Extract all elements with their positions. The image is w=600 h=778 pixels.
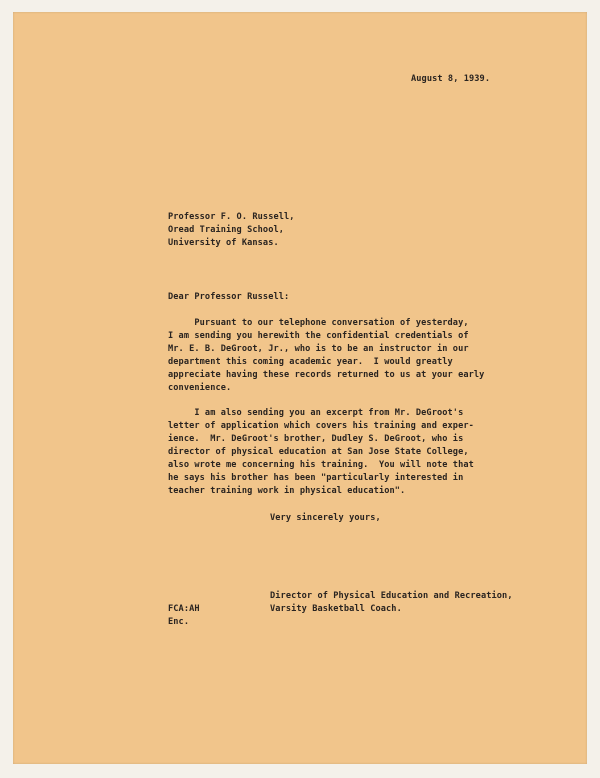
closing: Very sincerely yours, — [270, 513, 381, 523]
salutation: Dear Professor Russell: — [168, 292, 290, 302]
paragraph1-line-2: I am sending you herewith the confidential credentials of — [168, 331, 469, 341]
recipient-line-3: University of Kansas. — [168, 238, 279, 248]
recipient-line-2: Oread Training School, — [168, 225, 285, 235]
paragraph2-line-7: teacher training work in physical education". — [168, 486, 406, 496]
paragraph2-line-2: letter of application which covers his training and exper- — [168, 421, 474, 431]
letter-page — [13, 12, 587, 764]
letter-date: August 8, 1939. — [411, 74, 491, 84]
paragraph2-line-4: director of physical education at San Jose State College, — [168, 447, 469, 457]
paragraph2-line-1: I am also sending you an excerpt from Mr. DeGroot's — [168, 408, 464, 418]
paragraph2-line-6: he says his brother has been "particularly interested in — [168, 473, 464, 483]
paragraph1-line-6: convenience. — [168, 383, 232, 393]
typist-initials: FCA:AH — [168, 604, 200, 614]
enclosure-note: Enc. — [168, 617, 190, 627]
signature-line-2: Varsity Basketball Coach. — [270, 604, 402, 614]
paragraph2-line-3: ience. Mr. DeGroot's brother, Dudley S. DeGroot, who is — [168, 434, 464, 444]
paragraph1-line-1: Pursuant to our telephone conversation of yesterday, — [168, 318, 469, 328]
paragraph2-line-5: also wrote me concerning his training. You will note that — [168, 460, 474, 470]
recipient-line-1: Professor F. O. Russell, — [168, 212, 295, 222]
paragraph1-line-5: appreciate having these records returned to us at your early — [168, 370, 485, 380]
paragraph1-line-3: Mr. E. B. DeGroot, Jr., who is to be an instructor in our — [168, 344, 469, 354]
paragraph1-line-4: department this coming academic year. I would greatly — [168, 357, 453, 367]
signature-line-1: Director of Physical Education and Recreation, — [270, 591, 513, 601]
